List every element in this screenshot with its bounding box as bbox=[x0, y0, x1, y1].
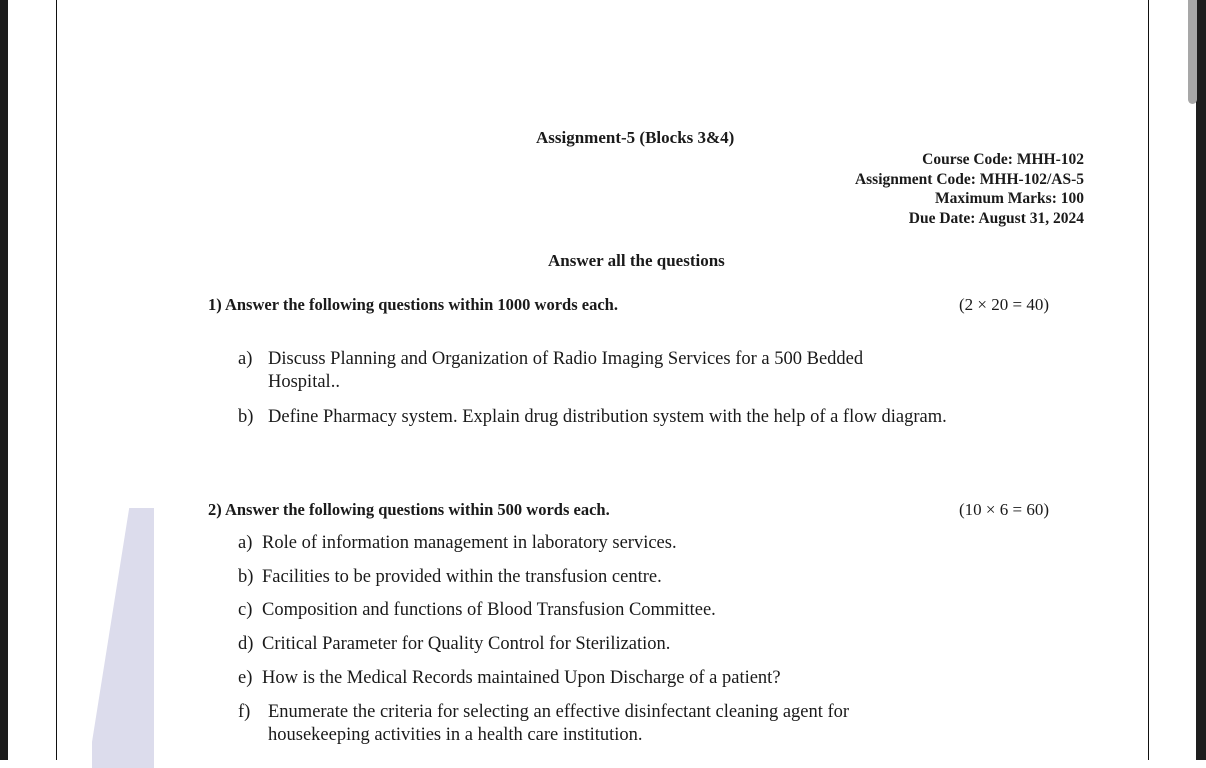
item-label: f) bbox=[238, 702, 251, 722]
watermark-logo-fragment bbox=[146, 672, 154, 704]
page-border-right bbox=[1148, 0, 1149, 760]
question-2c bbox=[238, 599, 938, 622]
watermark-logo bbox=[92, 508, 154, 768]
item-label: d) bbox=[238, 634, 254, 654]
question-1b bbox=[238, 406, 954, 429]
item-label: a) bbox=[238, 533, 253, 553]
item-text: Composition and functions of Blood Transfusion Committee. bbox=[262, 600, 716, 620]
item-text: Enumerate the criteria for selecting an effective disinfectant cleaning agent for housekeeping activities in a health care institution. bbox=[268, 702, 850, 745]
item-text: Critical Parameter for Quality Control for Sterilization. bbox=[262, 634, 671, 654]
instruction: Answer all the questions bbox=[548, 251, 725, 270]
due-date: Due Date: August 31, 2024 bbox=[908, 209, 1084, 227]
question-2b bbox=[238, 566, 938, 589]
vertical-scrollbar[interactable] bbox=[1188, 0, 1197, 104]
page-border-left bbox=[56, 0, 57, 760]
question-1-marks: (2 × 20 = 40) bbox=[959, 295, 1049, 314]
question-1-heading: 1) Answer the following questions within 1000 words each. bbox=[208, 295, 618, 314]
item-text: Define Pharmacy system. Explain drug distribution system with the help of a flow diagram. bbox=[268, 407, 947, 427]
question-2-marks: (10 × 6 = 60) bbox=[959, 500, 1049, 519]
question-2e bbox=[238, 667, 938, 690]
assignment-meta bbox=[855, 150, 1084, 228]
item-label: c) bbox=[238, 600, 253, 620]
assignment-title: Assignment-5 (Blocks 3&4) bbox=[536, 128, 735, 147]
viewer-left-margin bbox=[0, 0, 8, 760]
item-text: How is the Medical Records maintained Upon Discharge of a patient? bbox=[262, 668, 781, 688]
item-label: a) bbox=[238, 349, 253, 369]
viewer-right-margin bbox=[1196, 0, 1206, 760]
item-text: Role of information management in laboratory services. bbox=[262, 533, 677, 553]
question-2-heading: 2) Answer the following questions within 500 words each. bbox=[208, 500, 610, 519]
assignment-code: Assignment Code: MHH-102/AS-5 bbox=[854, 170, 1084, 188]
item-label: b) bbox=[238, 407, 254, 427]
question-2a bbox=[238, 532, 938, 555]
item-label: e) bbox=[238, 668, 253, 688]
item-label: b) bbox=[238, 567, 254, 587]
question-1a bbox=[238, 348, 938, 394]
course-code: Course Code: MHH-102 bbox=[922, 151, 1084, 168]
item-text: Facilities to be provided within the transfusion centre. bbox=[262, 567, 662, 587]
question-2f bbox=[238, 701, 918, 747]
maximum-marks: Maximum Marks: 100 bbox=[935, 190, 1084, 207]
question-2d bbox=[238, 633, 938, 656]
item-text: Discuss Planning and Organization of Radio Imaging Services for a 500 Bedded Hospital.. bbox=[268, 349, 864, 392]
